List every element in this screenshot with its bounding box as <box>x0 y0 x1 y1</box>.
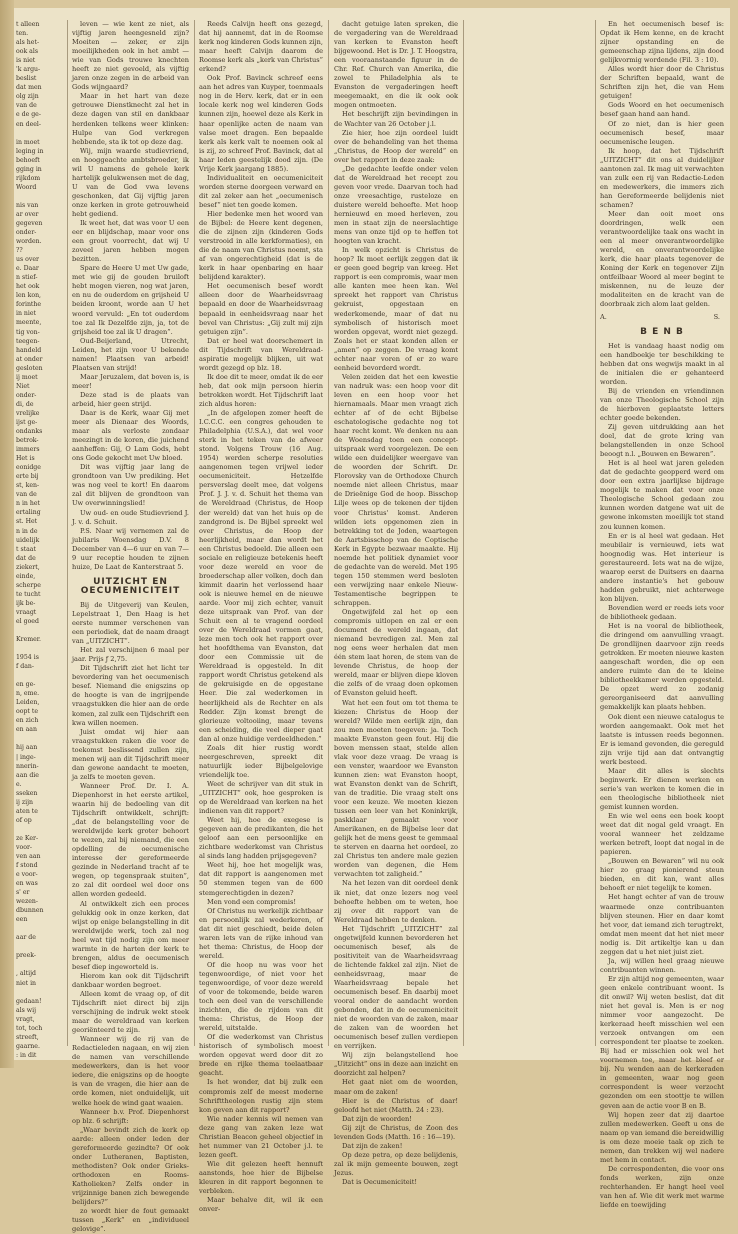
text-fragment: gaarne. <box>16 1042 40 1050</box>
newspaper-page <box>14 8 730 1234</box>
paragraph: Alles wordt hier door de Christus der Schriften bepaald, want de Schriften zijn het, die van Hem getuigen! <box>600 65 724 101</box>
paragraph: Na het lezen van dit oordeel denk ik niet, dat onze lezers nog veel behoefte hebben om te weten, hoe zij over dit rapport van de Wereldraad hebben te denken. <box>334 879 458 924</box>
text-fragment: dbunnen <box>16 907 44 915</box>
text-fragment: vrelijke <box>16 409 40 417</box>
text-fragment: nnerin- <box>16 762 39 770</box>
text-fragment: dat de <box>16 554 36 562</box>
text-fragment: worden. <box>16 238 42 246</box>
text-fragment: e. Daar <box>16 265 39 273</box>
paragraph: Hier bedenke men het woord van de Bijbel: de Heere kent degenen, die de zijnen zijn (kinderen Gods verstrooid in alle kerkformaties), en die de naam van Christus noemt, sta af van ongerechtigheid (dat is de kerk in haar openbaring en haar belijdend karakter). <box>199 209 323 282</box>
paragraph: Zij geven uitdrukking aan het doel, dat de grote kring van belangstellenden in onze School beoogt n.l. „Bouwen en Bewaren”. <box>600 423 724 459</box>
paragraph: Het gaat niet om de woorden, maar om de zaken! <box>334 1078 458 1096</box>
text-fragment <box>16 644 64 653</box>
text-fragment <box>16 129 64 138</box>
text-fragment: en ge- <box>16 681 36 689</box>
column-rule <box>194 20 195 1046</box>
text-fragment: ten. <box>16 30 29 38</box>
column-rule <box>67 20 68 1046</box>
text-fragment: ij moet <box>16 373 38 381</box>
text-fragment: ondanks <box>16 428 43 436</box>
text-fragment: n, eme. <box>16 690 40 698</box>
text-fragment: scherpe <box>16 581 41 589</box>
text-fragment: het ook <box>16 283 40 291</box>
text-fragment <box>16 960 64 969</box>
text-fragment <box>16 988 64 997</box>
text-fragment: van de <box>16 102 37 110</box>
paragraph: Wie nader kennis wil nemen van deze gang van zaken leze wat Christian Beacon geheel objectief in het nummer van 21 October j.l. te lezen geeft. <box>199 1114 323 1159</box>
paragraph: Hier is de Christus of daar! geloofd het niet (Matth. 24 : 23). <box>334 1096 458 1114</box>
paragraph: Al ontwikkelt zich een proces gelukkig ook in onze kerken, dat wijst op enige belangstelling in dit wereldwijde werk, toch zal nog heel wat tijd nodig zijn om meer warmte in de harten der kerk te brengen, aldus de oecumenisch besef diep ingeworteld is. <box>72 899 189 971</box>
paragraph: Dat zijn de woorden! <box>342 1114 412 1123</box>
text-fragment: s' er <box>16 889 30 897</box>
paragraph: In welk opzicht is Christus de hoop? Ik moet eerlijk zeggen dat ik er geen goed begrip van kreeg. Het rapport is een compromis, waar men alle kanten mee heen kan. Wel spreekt het rapport van Christus gekruist, opgestaan en wederkomende, maar of dat nu symbolisch of historisch moet worden opgevat, wordt niet gezegd. Zoals het er staat konden allen er „amen” op zeggen. De vraag komt echter naar voren of er zo ware eenheid bevorderd wordt. <box>334 246 458 372</box>
text-fragment: n in het <box>16 500 41 508</box>
text-fragment: st. Het <box>16 518 38 526</box>
text-fragment: vragt, <box>16 1015 35 1023</box>
text-fragment: Leiden, <box>16 699 40 707</box>
text-fragment: at onder <box>16 355 43 363</box>
paragraph: Het Tijdschrift „UITZICHT” zal ongetwijfeld kunnen bevorderen het oecumenisch besef, als de positiviteit van de Waarheidsvraag de lichtende fakkel zal zijn. Niet de eenheidsvraag, maar de Waarheidsvraag bepale het oecumenisch besef. En daarbij moet vooral onder de aandacht worden gebonden, dat in de oecumeniciteit niet de woorden van de zaken, maar de zaken van de woorden het oecumenisch besef zullen verdiepen en verrijken. <box>334 924 458 1051</box>
paragraph: Dat er heel wat doorschemert in dit Tijdschrift van Wereldraad-aspiratie mogelijk blijken, uit wat wordt gezegd op blz. 18. <box>199 336 323 372</box>
text-fragment: di, de <box>16 400 34 408</box>
paragraph: Maar dit alles is slechts beginwerk. Er dienen werken en serie's van werken te komen die in een theologische bibliotheek niet gemist kunnen worden. <box>600 766 724 811</box>
paragraph: leven — wie kent ze niet, als vijftig jaren heengesneld zijn? Moeiten — zeker, er zijn moeilijkheden ook in het ambt — wie van Gods trouwe knechten heeft ze niet gevoeld, als vijftig jaren onze zegen in de arbeid van Gods wijngaard? <box>72 20 189 92</box>
text-fragment: t staat <box>16 545 36 553</box>
text-fragment <box>16 734 64 743</box>
text-fragment <box>16 825 64 834</box>
article-heading: UITZICHT EN OECUMENICITEIT <box>80 576 181 596</box>
paragraph: Bovendien werd er reeds iets voor de bibliotheek gedaan. <box>600 603 724 621</box>
paragraph: „Waar bevindt zich de kerk op aarde: alleen onder leden der gereformeerde gezindte? Of ook onder Lutheranen, Baptisten, methodisten? Ook onder Grieks-orthodoxen en Rooms-Katholieken? Zelfs onder in vrijzinnige banen zich bewegende belijders?” <box>72 1125 189 1207</box>
paragraph: Of zo niet, dan is hier geen oecumenisch besef, maar oecumenische leugen. <box>600 119 724 146</box>
text-fragment: en was <box>16 880 38 888</box>
paragraph: Wat het een fout om tot thema te kiezen: Christus de Hoop der wereld? Wilde men eerlijk zijn, dan zou men moeten toegeven: ja. Toch maakte Evanston geen fout. Hij die boven menssen staat, stelde allen vlak voor deze vraag. De vraag is een venster, waardoor we Evanston kunnen zien: wat Evanston hoopt, wat Evanston denkt van de Schrift, van de traditie. Die vraag stelt ons voor een keuze. We moeten kiezen tussen een leer van het Koninkrijk, paskklaar gemaakt voor Amerikanen, en de Bijbelse leer dat gelijk het de mens geest te gemmaal te sterven en daarna het oordeel, zo zal Christus ten andere male gezien worden van degenen, die Hem verwachten tot zaligheid.” <box>334 698 458 879</box>
column-rule <box>595 20 596 1046</box>
text-fragment: ar over <box>16 210 39 218</box>
paragraph: Oud-Beijerland, Utrecht, Leiden, het zijn voor U bekende namen! Plaatsen van arbeid! Plaatsen van strijd! <box>72 336 189 372</box>
paragraph: Wij hopen zeer dat zij daartoe zullen medewerken. Geeft u ons de naam op van iemand die bereidwillig is om deze moeie taak op zich te nemen, dan trekken wij wel nadere met hem in contact. <box>600 1110 724 1164</box>
signature-initial-right: S. <box>713 312 720 321</box>
paragraph: Weet hij, hoe de exegese is gegeven aan de predikanten, die het geloof aan een persoonlijke en zichtbare wederkomst van Christus al sinds lang hadden prijsgegeven? <box>199 816 323 861</box>
paragraph: Ook Prof. Bavinck schreef eens aan het adres van Kuyper, toenmaals nog in de Herv. kerk, dat er in een locale kerk nog wel kinderen Gods kunnen zijn, hoewel deze als Kerk in haar openlijke acten de naam van valse moet dragen. Een bepaalde kerk als kerk valt te noemen ook al is zij, zo schreef Prof. Bavinck, dat al haar leden geestelijk dood zijn. (De Vrije Kerk jaargang 1885). <box>199 74 323 173</box>
paragraph: Het oecumenisch besef wordt alleen door de Waarheidsvraag bepaald en door de Waarheidsvraag bepaald in eenheidsvraag naar het bevel van Christus: „Gij zult mij zijn getuigen zijn”. <box>199 282 323 336</box>
text-fragment: n stief- <box>16 274 38 282</box>
text-fragment: vraagt <box>16 608 37 616</box>
text-fragment: onder- <box>16 391 37 399</box>
paragraph: Maar Jeruzalem, dat boven is, is meer! <box>72 372 189 390</box>
text-fragment: ook als <box>16 48 39 56</box>
text-fragment: gedaan! <box>16 997 42 1005</box>
paragraph: dacht getuige laten spreken, die de vergadering van de Wereldraad van kerken te Evanston heeft bijgewoond. Het is Dr. J. T. Hoogstra, een vooraanstaande figuur in de Chr. Ref. Church van Amerika, die zowel te Philadelphia als te Evanston de vergaderingen heeft meegemaakt, en die ik ook ook mogen ontmoeten. <box>334 20 458 110</box>
paragraph: Dit was vijftig jaar lang de grondtoon van Uw prediking. Het was nog veel te kort! En daarom zal dit blijven de grondtoon van Uw overwinningslied! <box>72 463 189 508</box>
paragraph: Of die hoop nu was voor het tegenwoordige, of niet voor het tegenwoordige, of voor deze wereld of voor de tokomende, beide waren toch een deel van de verschillende inzichten, die de rijdom van dit thema: Christus, de Hoop der wereld, uitstalde. <box>199 960 323 1033</box>
text-fragment <box>16 671 64 680</box>
binding-edge <box>0 0 14 1068</box>
text-fragment: e voor- <box>16 871 38 879</box>
column-1 <box>72 20 189 1234</box>
paragraph: Op deze petra, op deze belijdenis, zal ik mijn gemeente bouwen, zegt Jezus. <box>334 1150 458 1177</box>
paragraph: Wanneer wij de rij van de Redactieleden nagaan, en wij zien de namen van verschillende medewerkers, dan is het voor iedere, die enigszins op de hoogte is van de vragen, die hier aan de orde komen, niet onduidelijk, uit welke hoek de wind gaat waaien. <box>72 1035 189 1107</box>
text-fragment: | inge- <box>16 753 36 761</box>
paragraph: Of die wederkomst van Christus historisch of symbolisch moest worden opgevat werd door dit zo brede en rijke thema toelaatbaar geacht. <box>199 1033 323 1078</box>
text-fragment: ij zijn <box>16 798 34 806</box>
text-fragment: betrok- <box>16 437 39 445</box>
text-fragment: tot, toch <box>16 1024 43 1032</box>
text-fragment: ziekert, <box>16 563 40 571</box>
paragraph: P.S. Naar wij vernemen zal de jubilaris Woensdag D.V. 8 December van 4—6 uur en van 7—9 uur receptie houden te zijnen huize, De Laat de Kanterstraat 5. <box>72 526 189 571</box>
text-fragment: gging in <box>16 165 42 173</box>
text-fragment: van de <box>16 491 37 499</box>
text-fragment: aten te <box>16 807 38 815</box>
column-4 <box>600 20 724 1210</box>
paragraph: Het is vandaag haast nodig om een handboekje ter beschikking te hebben dat ons wegwijs maakt in al de initialen die er gehanteerd worden. <box>600 341 724 386</box>
paragraph: Uw oud- en oude Studievriend J. J. v. d. Schuit. <box>72 508 189 526</box>
paragraph: Dat zijn de zaken! <box>342 1141 403 1150</box>
text-fragment <box>16 626 64 635</box>
text-fragment: n in de <box>16 527 38 535</box>
text-fragment: meente, <box>16 319 42 327</box>
text-fragment: uidelijk <box>16 536 40 544</box>
text-fragment: voor- <box>16 843 32 851</box>
text-fragment: nis van <box>16 201 39 209</box>
paragraph: Het beschrijft zijn bevindingen in de Wachter van 26 October j.l. <box>334 110 458 128</box>
text-fragment: rijkdom <box>16 174 41 182</box>
column-rule <box>328 20 329 1046</box>
text-fragment: en zich <box>16 717 39 725</box>
text-fragment: wezen- <box>16 898 38 906</box>
paragraph: Maar in het hart van deze getrouwe Dienstknecht zal het in deze dagen van stil en dankbaar herdenken telkens weer klinken: Hulpe van God verkregen hebbende, sta ik tot op deze dag. <box>72 92 189 146</box>
text-fragment: en aan <box>16 726 37 734</box>
paragraph: En er is al heel wat gedaan. Het meubilair is vernieuwd, iets wat hoognodig was. Het interieur is gerestaureerd. Iets wat na de wijze, waarop eerst de Duitsers en daarna andere instantie's het gebouw hadden gebruikt, niet achterwege kon blijven. <box>600 531 724 603</box>
text-fragment: aan die <box>16 771 39 779</box>
paragraph: Spare de Heere U met Uw gade, met wie gij de gouden bruiloft hebt mogen vieren, nog wat jaren, en nu de ouderdom en grijsheid U beiden kroont, worde aan U het woord vervuld: „En tot ouderdom toe zal Ik Dezelfde zijn, ja, tot de grijsheid toe zal ik U dragen”. <box>72 264 189 336</box>
text-fragment: f dan- <box>16 663 34 671</box>
text-fragment: teegen- <box>16 337 40 345</box>
column-3 <box>334 20 458 1186</box>
paragraph: Hierom kan ook dit Tijdschrift dankbaar worden begroet. <box>72 971 189 989</box>
paragraph: Is het wonder, dat bij zulk een compromis zelf de meest moderne Schrifttheologen rustig zijn stem kon geven aan dit rapport? <box>199 1078 323 1114</box>
paragraph: Alleen komt de vraag op, of dit Tijdschrift niet direct bij zijn verschijning de indruk wekt steek maar de wereldraad van kerken georiënteerd te zijn. <box>72 989 189 1035</box>
paragraph: Ik hoop, dat het Tijdschrift „UITZICHT” dit ons al duidelijker aantonen zal. Ik mag uit verwachten van zulk een rij van Redactie-Leden en medewerkers, die immers zich han Gereformeerde belijdenis niet schamen? <box>600 146 724 209</box>
paragraph: Wanneer Prof. Dr. I. A. Diepenhorst in het eerste artikel, waarin hij de bedoeling van dit Tijdschrift ontwikkelt, schrijft: „dat de belangstelling voor de wereldwijde kerk groter behoort te wezen, zal bij niemand, die een opdelling de oecumenische interesse der gereformeerde gezinde in Nederland tracht af te wegen, op tegenspraak stuiten”, zo zal dit oordeel wel door ons allen worden gedeeld. <box>72 781 189 899</box>
text-fragment: aar de <box>16 934 36 942</box>
paragraph: Wij zijn belangstellend hoe „Uitzicht” ons in deze aan inzicht en doorzicht zal helpen? <box>334 1051 458 1078</box>
text-fragment: t alleen <box>16 21 40 28</box>
paragraph: Deze stad is de plaats van arbeid, hier geen strijd. <box>72 390 189 408</box>
paragraph: Velen zeiden dat het een kwestie van nadruk was: een hoop voor dit leven en een hoop voor het hiernamaals. Maar men vraagt zich echter af of de echt Bijbelse eschatologische gedachte nog tot haar recht komt. We denken nu aan de Woensdag toen een concept-uitspraak werd voorgelezen. De een wilde een duidelijker weergave van de woorden der Schrift. Dr. Florovsky van de Orthodoxe Church noemde niet alleen Christus, maar de Drieënige God de hoop. Bisschop Lilje wees op de tekenen der tijden voor Christus' komst. Anderen wilden iets opgenomen zien in betrekking tot de Joden, waartegen de Aartsbisschop van de Coptische Kerk in Egypte bezwaar maakte. Hij noemde het politiek dynamiet voor de gedachte van de wereld. Met 195 tegen 150 stemmen werd besloten een verwijzing naar enkele Nieuw-Testamentische begrippen te schrappen. <box>334 372 458 607</box>
text-fragment <box>16 924 64 933</box>
text-fragment: oopt te <box>16 708 39 716</box>
paragraph: Ik weet het, dat was voor U een eer en blijdschap, maar voor ons een grout voorrecht, dat wij U zoveel jaren hebben mogen bezitten. <box>72 219 189 264</box>
paragraph: Het is na vooral de bibliotheek, die dringend om aanvulling vraagt. De grondlijnen daarvoor zijn reeds getrokken. Er moeten nieuwe kasten aangeschaft worden, die op een andere ruimte dan de te kleine bibliotheekkamer werden opgesteld. De opzet werd zo zodanig gereorganiseerd dat aanvulling gemakkelijk kan plaats hebben. <box>600 622 724 712</box>
text-fragment: leging in <box>16 147 44 155</box>
text-fragment: einde, <box>16 572 36 580</box>
signature-initial-left: A. <box>600 312 607 321</box>
paragraph: Er zijn altijd nog gemeenten, waar geen enkele contribuant woont. Is dit onwil? Wij weten beslist, dat dit niet het geval is. Men is er nog nimmer voor aangezocht. De kerkeraad heeft misschien wel een verzoek ontvangen om een correspondent ter plaatse te zoeken. Bij had er misschien ook wel het voornemen toe, maar het bleef er bij. Nu wenden aan de kerkeraden in gemeenten, waar nog geen correspondent is weer verzocht gezonden om een stoottje te willen geven aan de actie voor B en B. <box>600 974 724 1110</box>
text-fragment: als wij <box>16 1006 37 1014</box>
text-fragment: Woord <box>16 183 37 191</box>
text-fragment: ertaling <box>16 509 41 517</box>
text-fragment: beslist <box>16 75 37 83</box>
signature <box>600 313 724 322</box>
text-fragment: als het- <box>16 39 40 47</box>
text-fragment: ijk be- <box>16 599 36 607</box>
text-fragment: gesloten <box>16 364 43 372</box>
paragraph: Daar is de Kerk, waar Gij met meer als Dienaar des Woords, maar als verloste zondaar meezingt in de koren, die juichend aanheffen: Gij, O Lam Gods, hebt ons Gode gekocht met Uw bloed. <box>72 409 189 463</box>
paragraph: Ongetwijfeld zal het op een compromis uitlopen en zal er een document de wereld ingaan, dat niemand bevredigen zal. Men zal nog eens weer herhalen dat men één stem laat horen, de stem van de levende Christus, de hoop der wereld, maar er blijven diepe kloven die zelfs of de vraag doen opkomen of Evanston geluid heeft. <box>334 608 458 698</box>
text-fragment: handeld <box>16 346 42 354</box>
paragraph: Wij, mijn waarde studievriend, en hooggeachte ambtsbroeder, ik wil U namens de gehele kerk hartelijk gelukwensen met de dag, U van de God vwa levens geschonken, dat Gij vijftig jaren onze kerken in grote getrouwheid hebt gediend. <box>72 146 189 218</box>
text-fragment: streeft, <box>16 1033 39 1041</box>
text-fragment: , altijd <box>16 970 36 978</box>
column-2 <box>199 20 323 1214</box>
text-fragment: Kremer. <box>16 636 42 644</box>
text-fragment: en deel- <box>16 120 41 128</box>
text-fragment: te tucht <box>16 590 41 598</box>
text-fragment: in moet <box>16 138 40 146</box>
text-fragment: olg zijn <box>16 93 39 101</box>
text-fragment: hij aan <box>16 744 38 752</box>
column-rule <box>463 20 464 1046</box>
text-fragment: e de ge- <box>16 111 41 119</box>
text-fragment: of op <box>16 816 32 824</box>
paragraph: „Bouwen en Bewaren” wil nu ook hier zo graag pionierend steun bieden, en dit kan, want alles behoeft er niet tegelijk te komen. <box>600 857 724 893</box>
cut-off-column <box>16 20 64 1059</box>
text-fragment: el goed <box>16 618 39 625</box>
paragraph: zo wordt hier de fout gemaakt tussen „Kerk” en „individueel gelovige”. <box>72 1207 189 1234</box>
paragraph: Weet de schrijver van dit stuk in „UITZICHT” ook, hoe gesproken is op de Wereldraad van kerken na het indienen van dit rapport? <box>199 779 323 816</box>
text-fragment <box>16 192 64 201</box>
text-fragment: Niet <box>16 382 30 390</box>
paragraph: Juist omdat wij hier aan vraagstukken raken die voor de toekomst beslissend zullen zijn, menen wij aan dit Tijdschrift meer dan gewone aandacht te moeten, ja zelfs te moeten geven. <box>72 727 189 781</box>
paragraph: Het hangt echter af van de trouw waarmede onze contribuanten blijven steunen. Hier en daar komt het voor, dat iemand zich terugtrekt, omdat men meent dat het niet meer nodig is. Dit artikeltje kan u dan zeggen dat u het niet juist ziet. <box>600 893 724 956</box>
paragraph: Meer dan ooit moet ons doordringen, welk een verantwoordelijke taak ons wacht in een al meer onverantwoordelijke wereld, en onverantwoordelijke kerk, die haar plaats tegenover de Koning der Kerk en tegenover Zijn ontfeilbaar Woord al meer begint te miskennen, nu de leuze der modaliteiten en de kracht van de doorbraak zich alom laat gelden. <box>600 209 724 309</box>
text-fragment: us over <box>16 256 39 264</box>
article-heading: B E N B <box>640 326 684 337</box>
text-fragment: immers <box>16 446 40 454</box>
text-fragment: gegeven <box>16 219 43 227</box>
paragraph: „De gedachte leefde onder velen dat de Wereldraad het recept zou geven voor vrede. Daarvan toch had onze vreesachtige, rusteloze en duistere wereld behoefte. Met hoop hernieuwd en moed herleven, zou men in staat zijn de neerslachtige mens van onze tijd op te heffen tot hoogten van kracht. <box>334 164 458 246</box>
paragraph: „In de afgelopen zomer heeft de I.C.C.C. een congres gehouden te Philadelphia (U.S.A.), dat wel voor sterk in het teken van de afweer stond. Volgens Trouw (16 Aug. 1954) werden scherpe resoluties aangenomen tegen vrijwel ieder oecumeniciteit. Hetzelfde persverslag deelt mee, dat volgens Prof. J. J. v. d. Schuit het thema van de Wereldraad (Christus, de Hoop der wereld) dat van het huis op de zandgrond is. De Bijbel spreekt wel over Christus, de Hoop der heerlijkheid, maar dan wordt het een Christus bedoeld. Die alleen een sociale en religieuze betekenis heeft voor deze wereld en voor de broederschap aller volken, doch dan kimmit daarin het verlossend haar ook is nieuwe hemel en de nieuwe aarde. Voor mij zich echter, vanuit deze uitspraak van Prof. van der Schuit een al te vragend oordeel over de Wereldraad vormen gaat, leze men toch ook het rapport over het hoofdthema van Evanston, dat door een Commissie uit de Wereldraad is opgesteld. In dit rapport wordt Christus getekend als de gekruisigde en de opgestane Heer. Die zal wederkomen in heerlijkheid als de Rechter en als Redder. Zijn komst brengt de glorieuze voltooiing, maar tevens een scheiding, die veel dieper gaat dan al onze huidige verdeeldheden.” <box>199 409 323 743</box>
paragraph: En het oecumenisch besef is: Opdat ik Hem kenne, en de kracht zijner opstanding en de gemeenschap zijna lijdens, zijn dood gelijkvormig wordende (Fil. 3 : 10). <box>600 20 724 65</box>
paragraph: Wanneer b.v. Prof. Diepenhorst op blz. 6 schrijft: <box>72 1107 189 1125</box>
text-fragment: ven aan <box>16 852 41 860</box>
paragraph: Het zal verschijnen 6 maal per jaar. Prijs ƒ 2,75. <box>72 646 189 664</box>
paragraph: En wie wel eens een boek koopt weet dat dit nogal geld vraagt. En vooral wanneer het zeldzame werken betreft, loopt dat nogal in de papieren. <box>600 812 724 857</box>
text-fragment: een <box>16 916 28 924</box>
paragraph: Of Christus nu werkelijk zichtbaar en persoonlijk zal wederkeren, of dat dit niet geschiedt, beide delen waren lets van de rijke inhoud van het thema: Christus, de Hoop der wereld. <box>199 906 323 960</box>
text-fragment: st, ken- <box>16 482 40 490</box>
text-fragment: f stond <box>16 862 38 870</box>
paragraph: Zie hier, hoe zijn oordeel luidt over de behandeling van het thema „Christus, de Hoop der wereld” en over het rapport in deze zaak: <box>334 128 458 164</box>
paragraph: Reeds Calvijn heeft ons gezegd, dat hij aannemt, dat in de Roomse kerk nog kinderen Gods kunnen zijn, maar heeft Calvijn daarom de Roomse kerk als „kerk van Christus” erkend? <box>199 20 323 74</box>
paragraph: De correspondenten, die voor ons fonds werken, zijn onze rechterhanden. Er hangt heel veel van hen af. Wie dit werk met warme liefde en toewijding <box>600 1164 724 1210</box>
paragraph: Gods Woord en het oecumenisch besef gaan hand aan hand. <box>600 101 724 119</box>
text-fragment: dat men <box>16 84 42 92</box>
paragraph: Men vond een compromis! <box>207 897 297 906</box>
paragraph: Zoals dit hier rustig wordt neergeschreven, spreekt dit natuurlijk ieder Bijbelgelovige vriendelijk toe. <box>199 743 323 779</box>
text-fragment: onder- <box>16 228 37 236</box>
text-fragment: sseken <box>16 789 38 797</box>
paragraph: Bij de vrienden en vriendinnen van onze Theologische School zijn de hierboven geplaatste letters echter goede bekenden. <box>600 386 724 422</box>
paragraph: Dat is Oecumeniciteit! <box>342 1178 418 1186</box>
text-fragment: Het is <box>16 455 35 463</box>
paragraph: Bij de Uitgeverij van Keulen, Lepelstraat 1, Den Haag is het eerste nummer verschenen van een periodiek, dat de naam draagt van „UITZICHT”. <box>72 600 189 646</box>
paragraph: Gij zijt de Christus, de Zoon des levenden Gods (Matth. 16 : 16—19). <box>334 1123 458 1141</box>
text-fragment: forinthe <box>16 301 42 309</box>
paragraph: Ook dient een nieuwe catalogus te worden aangemaakt. Ook met het laatste is intussen reeds begonnen. Er is iemand gevonden, die gereguld zijn vrije tijd aan dat ontvangtig werk besteed. <box>600 712 724 766</box>
text-fragment: ?? <box>16 247 23 255</box>
text-fragment: 'k argu- <box>16 66 41 74</box>
text-fragment: : in dit <box>16 1051 37 1059</box>
paragraph: Het is al heel wat jaren geleden dat de gedachte geopperd werd om door een extra jaarlijkse bijdrage mogelijk te maken dat voor onze Theologische School gedaan zou kunnen worden datgene wat uit de gewone inkomsten moeilijk tot stand zou kunnen komen. <box>600 459 724 531</box>
text-fragment: is niet <box>16 57 36 65</box>
paragraph: Individualiteit en oecumeniciteit worden sterne doorgeen verward en dit zal zeker aan het „oecumenisch besef” niet ten goede komen. <box>199 173 323 209</box>
text-fragment: preek- <box>16 952 36 960</box>
paragraph: Dit Tijdschrift ziet het licht ter bevordering van het oecumenisch besef. Niemand die enigszins op de hoogte is van de ingrijpende vraagstukken die hier aan de orde komen, zal zulk een Tijdschrift een kwa willen noemen. <box>72 664 189 727</box>
text-fragment: behoeft <box>16 156 40 164</box>
text-fragment: in niet <box>16 310 37 318</box>
paragraph: Ik doe dit te meer, omdat ik de eer heb, dat ook mijn persoon hierin betrokken wordt. Het Tijdschrift laat zich aldus horen: <box>199 372 323 408</box>
text-fragment: len kon, <box>16 292 42 300</box>
text-fragment: eonidge <box>16 464 41 472</box>
text-fragment: ze Ker- <box>16 834 39 842</box>
text-fragment: niet in <box>16 979 37 987</box>
paragraph: Maar behalve dit, wil ik een onver- <box>199 1196 323 1214</box>
paragraph: Wie dit gelezen heeft hennuft aanstonds, hoe hier de Bijbelse kleuren in dit rapport begonnen te verbleken. <box>199 1159 323 1196</box>
text-fragment: ijst ge- <box>16 418 38 426</box>
text-fragment: tig von- <box>16 328 40 336</box>
text-fragment <box>16 942 64 951</box>
paragraph: Ja, wij willen heel graag nieuwe contribuanten winnen. <box>600 956 724 974</box>
text-fragment: erte bij <box>16 473 39 481</box>
text-fragment: e. <box>16 780 22 788</box>
paragraph: Weet hij, hoe het mogelijk was, dat dit rapport is aangenomen met 50 stemmen tegen van de 600 stemgerechtigden in dezen? <box>199 861 323 897</box>
text-fragment: 1954 is <box>16 654 39 662</box>
